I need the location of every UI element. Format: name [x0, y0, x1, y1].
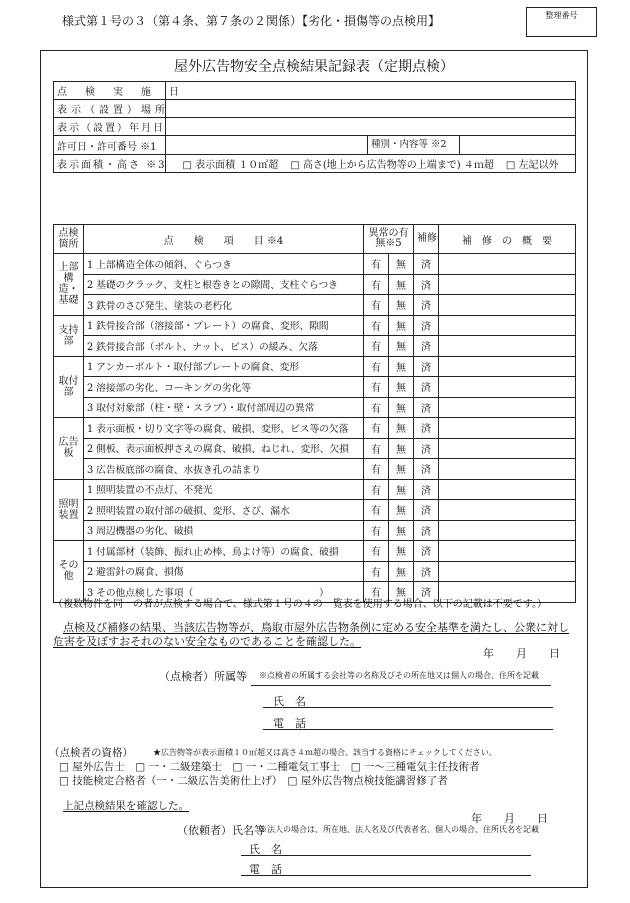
area-option-1[interactable]: □ 表示面積 １０㎡超 [182, 160, 279, 171]
inspection-item: 2 鉄骨接合部（ボルト、ナット、ビス）の緩み、欠落 [84, 336, 364, 357]
repair-summary-field[interactable] [439, 274, 576, 295]
inspection-item: 2 照明装置の取付部の破損、変形、さび、漏水 [84, 500, 364, 521]
inspection-row [54, 315, 576, 336]
place-label: 表示（設置）場所 [54, 100, 166, 118]
mark-yes[interactable]: 有 [364, 377, 389, 398]
info-table [53, 81, 576, 173]
mark-no[interactable]: 無 [389, 274, 414, 295]
mark-yes[interactable]: 有 [364, 561, 389, 582]
area-options [166, 155, 576, 173]
inspection-row [54, 336, 576, 357]
repair-summary-field[interactable] [439, 254, 576, 275]
permit-label: 許可日・許可番号 ※1 [54, 136, 166, 155]
qualification-label: （点検者の資格） [49, 747, 133, 759]
client-note: ※法人の場合は、所在地、法人名及び代表者名、個人の場合、住所氏名を記載 [259, 825, 539, 834]
mark-no[interactable]: 無 [389, 295, 414, 316]
mark-yes[interactable]: 有 [364, 541, 389, 562]
inspection-row [54, 356, 576, 377]
mark-yes[interactable]: 有 [364, 254, 389, 275]
inspection-item: 3 広告板底部の腐食、水抜き孔の詰まり [84, 459, 364, 480]
category-label: 照明装置 [54, 479, 84, 541]
inspection-item: 1 表示面板・切り文字等の腐食、破損、変形、ビス等の欠落 [84, 418, 364, 439]
mark-repaired[interactable]: 済 [414, 541, 439, 562]
mark-yes[interactable]: 有 [364, 295, 389, 316]
area-label: 表示面積・高さ ※3 [54, 155, 166, 173]
mark-no[interactable]: 無 [389, 459, 414, 480]
mark-yes[interactable]: 有 [364, 438, 389, 459]
mark-yes[interactable]: 有 [364, 582, 389, 603]
mark-no[interactable]: 無 [389, 254, 414, 275]
mark-yes[interactable]: 有 [364, 520, 389, 541]
repair-summary-field[interactable] [439, 541, 576, 562]
note-multi: （複数物件を同一の者が点検する場合で、様式第１号の４の一覧表を使用する場合、以下の記載は不要です。） [53, 599, 547, 610]
mark-repaired[interactable]: 済 [414, 274, 439, 295]
seiri-number-label: 整理番号 [545, 11, 578, 20]
mark-repaired[interactable]: 済 [414, 500, 439, 521]
inspection-row [54, 479, 576, 500]
seiri-number-box[interactable] [526, 7, 597, 37]
mark-no[interactable]: 無 [389, 541, 414, 562]
inspection-item: 1 上部構造全体の傾斜、ぐらつき [84, 254, 364, 275]
repair-summary-field[interactable] [439, 336, 576, 357]
inspection-row [54, 397, 576, 418]
confirm-text-1: 点検及び補修の結果、当該広告物等が、鳥取市屋外広告物条例に定める安全基準を満たし、公衆に対し [63, 621, 569, 634]
qualification-row-1[interactable]: □ 屋外広告士 □ 一・二級建築士 □ 一・二種電気工事士 □ 一～三種電気主任技術者 [59, 761, 480, 773]
repair-summary-field[interactable] [439, 356, 576, 377]
set-date-field[interactable] [166, 118, 576, 136]
inspection-date-label: 点 検 実 施 日 [54, 82, 166, 100]
inspection-row [54, 377, 576, 398]
inspection-row [54, 541, 576, 562]
affiliation-line[interactable] [251, 685, 551, 686]
client-date[interactable]: 年 月 日 [471, 812, 548, 825]
inspector-phone-label: 電 話 [273, 717, 306, 730]
confirm-date[interactable]: 年 月 日 [483, 647, 560, 660]
mark-yes[interactable]: 有 [364, 274, 389, 295]
area-option-2[interactable]: □ 高さ(地上から広告物等の上端まで) ４ｍ超 [290, 160, 494, 171]
inspection-date-field[interactable] [166, 82, 576, 100]
set-date-label: 表示（設置）年月日 [54, 118, 166, 136]
inspection-item: 2 基礎のクラック、支柱と根巻きとの隙間、支柱ぐらつき [84, 274, 364, 295]
inspection-row [54, 295, 576, 316]
header-items: 点 検 項 目 ※4 [84, 225, 364, 254]
mark-no[interactable]: 無 [389, 336, 414, 357]
category-label: その他 [54, 541, 84, 603]
inspection-row [54, 254, 576, 275]
repair-summary-field[interactable] [439, 377, 576, 398]
sheet-title: 屋外広告物安全点検結果記録表（定期点検） [174, 59, 454, 75]
mark-repaired[interactable]: 済 [414, 336, 439, 357]
client-label: （依頼者）氏名等 [177, 824, 265, 837]
inspector-name-label: 氏 名 [273, 695, 306, 708]
inspector-name-line[interactable] [263, 707, 553, 708]
mark-no[interactable]: 無 [389, 438, 414, 459]
category-label: 支持部 [54, 315, 84, 356]
header-abnormal: 異常の有無※5 [364, 225, 414, 254]
mark-no[interactable]: 無 [389, 520, 414, 541]
inspection-row [54, 418, 576, 439]
mark-no[interactable]: 無 [389, 356, 414, 377]
inspector-phone-line[interactable] [263, 729, 553, 730]
type-label: 種別・内容等 ※2 [368, 136, 460, 154]
inspection-row [54, 274, 576, 295]
category-label: 広告板 [54, 418, 84, 480]
mark-repaired[interactable]: 済 [414, 315, 439, 336]
mark-repaired[interactable]: 済 [414, 397, 439, 418]
client-phone-line[interactable] [241, 875, 531, 876]
inspection-item: 1 鉄骨接合部（溶接部・プレート）の腐食、変形、隙間 [84, 315, 364, 336]
repair-summary-field[interactable] [439, 315, 576, 336]
qualification-row-2[interactable]: □ 技能検定合格者（一・二級広告美術仕上げ） □ 屋外広告物点検技能講習修了者 [59, 775, 448, 787]
mark-repaired[interactable]: 済 [414, 561, 439, 582]
inspection-row [54, 438, 576, 459]
repair-summary-field[interactable] [439, 561, 576, 582]
mark-yes[interactable]: 有 [364, 336, 389, 357]
inspection-table [53, 224, 576, 603]
category-label: 上部構造・基礎 [54, 254, 84, 316]
repair-summary-field[interactable] [439, 479, 576, 500]
area-option-3[interactable]: □ 左記以外 [505, 160, 559, 171]
inspection-item: 3 取付対象部（柱・壁・スラブ）・取付部周辺の異常 [84, 397, 364, 418]
mark-no[interactable]: 無 [389, 377, 414, 398]
mark-repaired[interactable]: 済 [414, 377, 439, 398]
repair-summary-field[interactable] [439, 418, 576, 439]
mark-no[interactable]: 無 [389, 418, 414, 439]
mark-repaired[interactable]: 済 [414, 418, 439, 439]
repair-summary-field[interactable] [439, 438, 576, 459]
mark-no[interactable]: 無 [389, 582, 414, 603]
mark-yes[interactable]: 有 [364, 397, 389, 418]
inspection-item: 3 周辺機器の劣化、破損 [84, 520, 364, 541]
mark-no[interactable]: 無 [389, 479, 414, 500]
header-category: 点検箇所 [54, 225, 84, 254]
qualification-note: ★広告物等が表示面積１０㎡超又は高さ４ｍ超の場合、該当する資格にチェックしてください。 [153, 748, 497, 757]
header-repair: 補修 [414, 225, 439, 254]
header-summary: 補 修 の 概 要 [439, 225, 576, 254]
client-name-line[interactable] [241, 855, 531, 856]
inspection-row [54, 520, 576, 541]
permit-field[interactable] [166, 136, 368, 155]
mark-repaired[interactable]: 済 [414, 479, 439, 500]
record-sheet [40, 50, 588, 888]
inspection-item: 1 付属部材（装飾、振れ止め棒、鳥よけ等）の腐食、破損 [84, 541, 364, 562]
category-label: 取付部 [54, 356, 84, 418]
client-phone-label: 電 話 [249, 863, 282, 876]
inspector-affiliation-note: ※点検者の所属する会社等の名称及びその所在地又は個人の場合、住所を記載 [259, 671, 539, 680]
mark-repaired[interactable]: 済 [414, 582, 439, 603]
repair-summary-field[interactable] [439, 397, 576, 418]
inspection-row [54, 500, 576, 521]
inspection-item: 2 側板、表示面板押さえの腐食、破損、ねじれ、変形、欠損 [84, 438, 364, 459]
confirm-text-2: 危害を及ぼすおそれのない安全なものであることを確認した。 [53, 635, 361, 648]
mark-no[interactable]: 無 [389, 397, 414, 418]
mark-yes[interactable]: 有 [364, 479, 389, 500]
inspector-affiliation-label: （点検者）所属等 [159, 670, 247, 683]
inspection-item: 1 照明装置の不点灯、不発光 [84, 479, 364, 500]
place-field[interactable] [166, 100, 576, 118]
repair-summary-field[interactable] [439, 295, 576, 316]
inspection-item: 3 その他点検した事項（ ） [84, 582, 364, 603]
mark-repaired[interactable]: 済 [414, 356, 439, 377]
mark-repaired[interactable]: 済 [414, 254, 439, 275]
mark-yes[interactable]: 有 [364, 315, 389, 336]
inspection-item: 2 溶接部の劣化、コーキングの劣化等 [84, 377, 364, 398]
repair-summary-field[interactable] [439, 500, 576, 521]
mark-no[interactable]: 無 [389, 315, 414, 336]
mark-yes[interactable]: 有 [364, 356, 389, 377]
type-field[interactable] [460, 136, 575, 154]
mark-no[interactable]: 無 [389, 561, 414, 582]
repair-summary-field[interactable] [439, 520, 576, 541]
mark-yes[interactable]: 有 [364, 459, 389, 480]
mark-repaired[interactable]: 済 [414, 295, 439, 316]
form-code: 様式第１号の３（第４条、第７条の２関係）【劣化・損傷等の点検用】 [62, 14, 441, 28]
inspection-item: 1 アンカーボルト・取付部プレートの腐食、変形 [84, 356, 364, 377]
client-name-label: 氏 名 [249, 843, 282, 856]
inspection-item: 3 鉄骨のさび発生、塗装の老朽化 [84, 295, 364, 316]
mark-repaired[interactable]: 済 [414, 438, 439, 459]
inspection-item: 2 避雷針の腐食、損傷 [84, 561, 364, 582]
mark-yes[interactable]: 有 [364, 500, 389, 521]
mark-repaired[interactable]: 済 [414, 459, 439, 480]
inspection-row [54, 561, 576, 582]
repair-summary-field[interactable] [439, 459, 576, 480]
client-confirm: 上記点検結果を確認した。 [63, 800, 189, 812]
mark-no[interactable]: 無 [389, 500, 414, 521]
inspection-row [54, 459, 576, 480]
mark-repaired[interactable]: 済 [414, 520, 439, 541]
mark-yes[interactable]: 有 [364, 418, 389, 439]
